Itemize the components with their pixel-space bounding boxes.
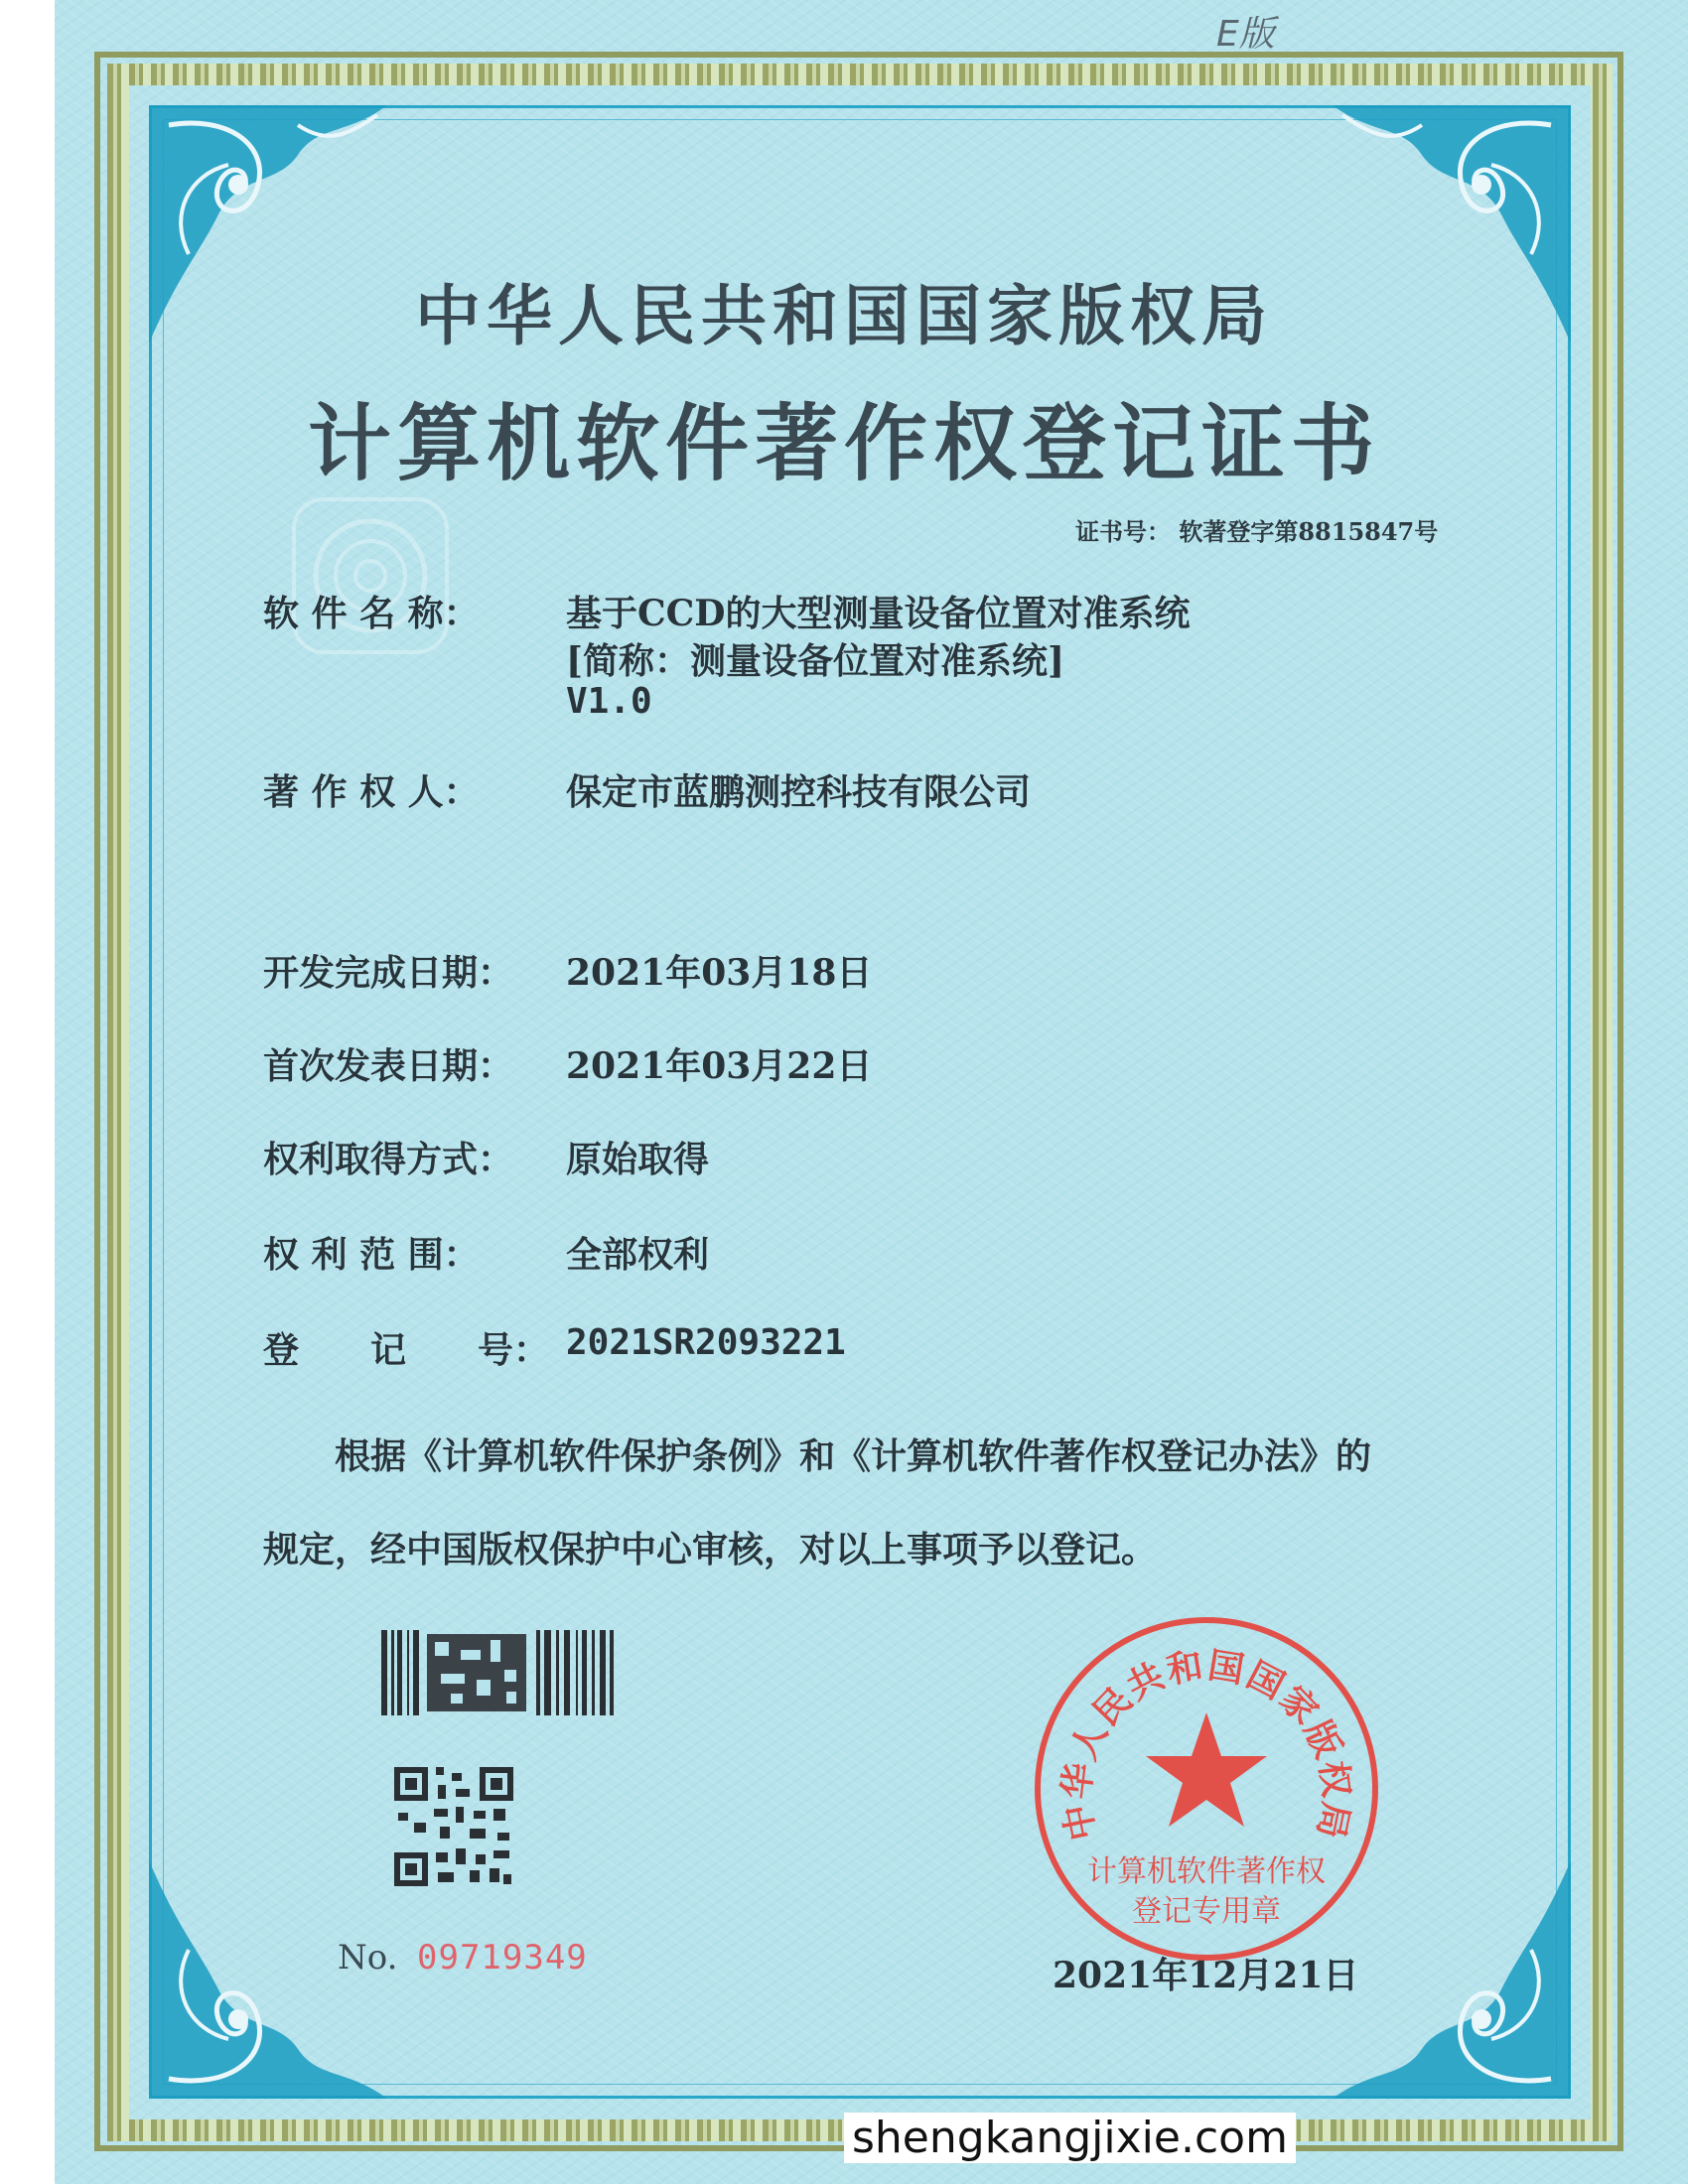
publish-date: 2021年03月22日 <box>566 1045 873 1087</box>
corner-ornament-bottom-left <box>149 1860 387 2099</box>
acquisition-method: 原始取得 <box>566 1139 710 1180</box>
certificate-title: 计算机软件著作权登记证书 <box>307 394 1380 492</box>
svg-text:计算机软件著作权: 计算机软件著作权 <box>1087 1854 1326 1889</box>
svg-text:中华人民共和国国家版权局: 中华人民共和国国家版权局 <box>1055 1644 1358 1844</box>
registration-number: 2021SR2093221 <box>566 1322 846 1363</box>
dev-date: 2021年03月18日 <box>566 952 873 994</box>
software-name: 基于CCD的大型测量设备位置对准系统 <box>566 593 1191 634</box>
qr-code <box>394 1767 513 1886</box>
acquisition-label: 权利取得方式： <box>263 1139 514 1180</box>
handwritten-mark: E版 <box>1216 14 1275 55</box>
registration-number-label: 登 记 号： <box>263 1329 550 1371</box>
official-seal <box>1031 1613 1382 1965</box>
scope-label: 权 利 范 围： <box>263 1234 480 1276</box>
issuer-title: 中华人民共和国国家版权局 <box>415 277 1273 354</box>
serial-number: 09719349 <box>417 1938 588 1978</box>
copyright-owner: 保定市蓝鹏测控科技有限公司 <box>566 771 1032 813</box>
issue-date: 2021年12月21日 <box>1053 1955 1359 1996</box>
certificate-number: 证书号： 软著登字第8815847号 <box>1075 517 1439 546</box>
copyright-owner-label: 著 作 权 人： <box>263 771 480 813</box>
publish-date-label: 首次发表日期： <box>263 1045 514 1087</box>
software-short-name: [简称：测量设备位置对准系统] <box>566 640 1065 682</box>
website-watermark: shengkangjixie.com <box>844 2113 1296 2163</box>
rights-scope: 全部权利 <box>566 1234 710 1276</box>
software-version: V1.0 <box>566 681 652 722</box>
statement-line-2: 规定，经中国版权保护中心审核，对以上事项予以登记。 <box>263 1529 1158 1570</box>
barcode <box>381 1630 616 1715</box>
dev-date-label: 开发完成日期： <box>263 952 514 994</box>
serial-prefix: No. <box>338 1938 398 1978</box>
statement-line-1: 根据《计算机软件保护条例》和《计算机软件著作权登记办法》的 <box>335 1435 1372 1477</box>
software-name-label: 软 件 名 称： <box>263 593 480 634</box>
svg-text:登记专用章: 登记专用章 <box>1132 1894 1281 1929</box>
